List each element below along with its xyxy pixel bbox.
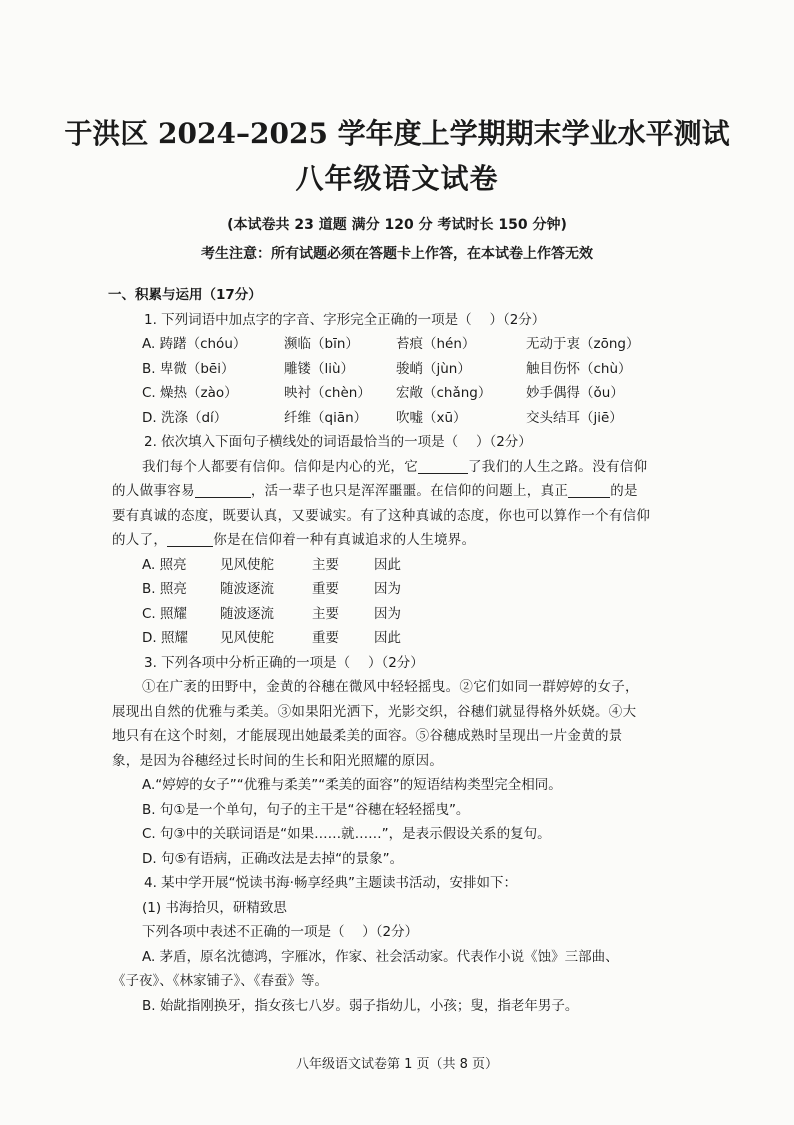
fill-blank [195, 481, 251, 498]
option-word: 主要 [312, 556, 339, 573]
question-3-option-d: D. 句⑤有语病，正确改法是去掉“的景象”。 [142, 850, 404, 867]
option-word: 映衬（chèn） [284, 385, 371, 401]
fill-blank [568, 481, 610, 498]
exam-subtitle: 八年级语文试卷 [295, 162, 499, 195]
exam-title: 于洪区 2024–2025 学年度上学期期末学业水平测试 [64, 117, 730, 150]
option-word: 无动于衷（zōng） [526, 336, 640, 352]
passage-text: ，活一辈子也只是浑浑噩噩。在信仰的问题上，真正 [250, 483, 569, 499]
exam-info: (本试卷共 23 道题 满分 120 分 考试时长 150 分钟) [227, 217, 567, 233]
question-4-option-b: B. 始龀指刚换牙，指女孩七八岁。弱子指幼儿，小孩；叟，指老年男子。 [142, 997, 579, 1014]
option-word: D. 照耀 [142, 630, 188, 646]
exam-body [108, 283, 694, 1018]
section-title: 一、积累与运用（17分） [108, 287, 262, 303]
question-3-option-c: C. 句③中的关联词语是“如果……就……”，是表示假设关系的复句。 [142, 826, 551, 842]
question-1-option-c [112, 381, 694, 406]
option-word: C. 照耀 [142, 605, 188, 622]
question-2-stem: 2. 依次填入下面句子横线处的词语最恰当的一项是（ ）（2分） [144, 434, 532, 450]
passage-text: 了我们的人生之路。没有信仰 [468, 458, 648, 475]
passage-text: 你是在信仰着一种有真诚追求的人生境界。 [213, 532, 476, 548]
question-4-subheading: (1) 书海拾贝，研精致思 [142, 899, 287, 916]
question-3-passage-line: 展现出自然的优雅与柔美。③如果阳光洒下，光影交织，谷穗们就显得格外妖娆。④大 [112, 703, 637, 720]
option-word: 妙手偶得（ǒu） [526, 385, 624, 401]
option-word: 因此 [374, 630, 401, 646]
question-2-option-d [112, 626, 694, 651]
question-4-option-a: A. 茅盾，原名沈德鸿，字雁冰，作家、社会活动家。代表作小说《蚀》三部曲、 [142, 948, 619, 965]
question-4-stem: 4. 某中学开展“悦读书海·畅享经典”主题读书活动，安排如下： [144, 875, 517, 891]
question-1-option-b [112, 357, 694, 382]
passage-text: 的是 [610, 483, 638, 499]
question-2-passage-line [112, 455, 694, 480]
question-1-option-a [112, 332, 694, 357]
option-word: 濒临（bīn） [284, 336, 359, 352]
option-word: A. 照亮 [142, 556, 187, 573]
question-3-option-a: A.“婷婷的女子”“优雅与柔美”“柔美的面容”的短语结构类型完全相同。 [142, 777, 562, 793]
question-2-passage-line: 要有真诚的态度，既要认真，又要诚实。有了这种真诚的态度，你也可以算作一个有信仰 [112, 507, 651, 524]
passage-text: 的人了， [112, 532, 168, 548]
option-word: 宏敞（chǎng） [396, 385, 492, 401]
passage-text: 我们每个人都要有信仰。信仰是内心的光，它 [142, 458, 418, 475]
option-word: 触目伤怀（chù） [526, 360, 632, 377]
option-word: 纤维（qiān） [284, 409, 368, 426]
option-word: B. 卑微（bēi） [142, 360, 235, 377]
option-word: 交头结耳（jiē） [526, 409, 623, 426]
question-2-passage-line [112, 479, 694, 504]
fill-blank [418, 457, 468, 474]
option-word: 吹嘘（xū） [396, 409, 467, 426]
question-3-passage-line: 象，是因为谷穗经过长时间的生长和阳光照耀的原因。 [112, 752, 444, 769]
option-word: 因此 [374, 556, 401, 573]
option-word: 重要 [312, 581, 339, 597]
question-2-option-c [112, 602, 694, 627]
question-2-passage-line [112, 528, 694, 553]
option-word: 重要 [312, 630, 339, 646]
option-word: 随波逐流 [220, 605, 274, 622]
option-word: 苔痕（hén） [396, 336, 476, 352]
question-3-option-b: B. 句①是一个单句，句子的主干是“谷穗在轻轻摇曳”。 [142, 801, 470, 818]
question-3-passage-line: 地只有在这个时刻，才能展现出她最柔美的面容。⑤谷穗成熟时呈现出一片金黄的景 [112, 728, 623, 744]
question-3-stem: 3. 下列各项中分析正确的一项是（ ）（2分） [144, 654, 424, 671]
question-4-option-a-cont: 《子夜》、《林家铺子》、《春蚕》等。 [112, 973, 328, 989]
question-3-passage-line: ①在广袤的田野中，金黄的谷穗在微风中轻轻摇曳。②它们如同一群婷婷的女子， [142, 679, 639, 695]
option-word: 雕镂（liù） [284, 360, 355, 377]
page-footer: 八年级语文试卷第 1 页（共 8 页） [295, 1057, 499, 1072]
question-2-option-b [112, 577, 694, 602]
option-word: 随波逐流 [220, 581, 274, 597]
option-word: D. 洗涤（dí） [142, 409, 228, 426]
question-2-option-a [112, 553, 694, 578]
option-word: 骏峭（jùn） [396, 360, 471, 377]
question-1-option-d [112, 406, 694, 431]
fill-blank [167, 530, 213, 547]
question-1-stem: 1. 下列词语中加点字的字音、字形完全正确的一项是（ ）（2分） [144, 311, 546, 328]
option-word: 因为 [374, 605, 401, 622]
option-word: 见风使舵 [220, 556, 274, 573]
option-word: B. 照亮 [142, 581, 187, 597]
option-word: 因为 [374, 581, 401, 597]
option-word: 主要 [312, 605, 339, 622]
option-word: 见风使舵 [220, 630, 274, 646]
option-word: C. 燥热（zào） [142, 385, 238, 401]
passage-text: 的人做事容易 [112, 483, 195, 499]
question-4-sub-stem: 下列各项中表述不正确的一项是（ ）（2分） [142, 924, 419, 940]
exam-notice: 考生注意：所有试题必须在答题卡上作答，在本试卷上作答无效 [201, 246, 593, 262]
option-word: A. 踌躇（chóu） [142, 336, 247, 352]
